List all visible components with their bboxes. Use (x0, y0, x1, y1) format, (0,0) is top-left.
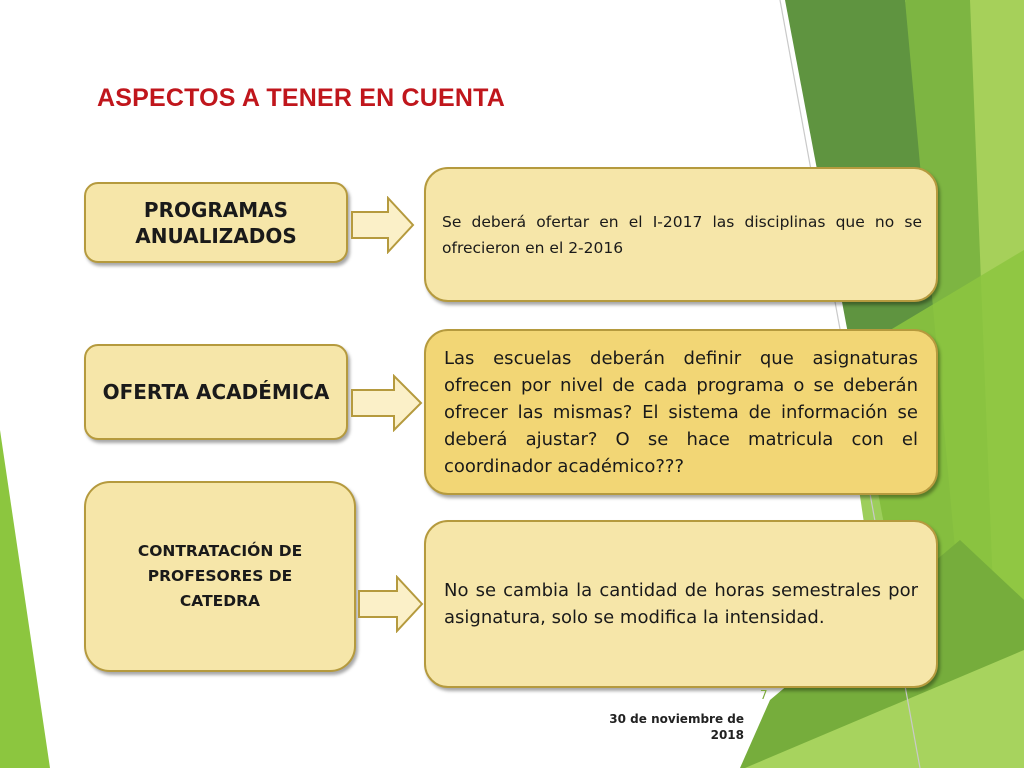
label-box-contratacion (84, 481, 356, 672)
date-line-2: 2018 (710, 728, 744, 742)
left-green-facet (0, 430, 50, 768)
description-box-oferta (424, 329, 938, 495)
arrow-right-icon (350, 196, 416, 254)
label-text-oferta: OFERTA ACADÉMICA (102, 380, 330, 404)
slide-title: ASPECTOS A TENER EN CUENTA (97, 84, 506, 112)
label-text-programas: PROGRAMAS ANUALIZADOS (135, 197, 297, 248)
label-box-programas (84, 182, 348, 263)
date-line-1: 30 de noviembre de (609, 712, 744, 726)
description-text-oferta: Las escuelas deberán definir que asignaturas ofrecen por nivel de cada programa o se deberán ofrecer las mismas? El sistema de información se deberá ajustar? O se hace matricula con el coordinador académico??? (444, 347, 918, 477)
description-box-programas (424, 167, 938, 302)
label-box-oferta (84, 344, 348, 440)
label-text-contratacion: CONTRATACIÓN DE PROFESORES DE CATEDRA (137, 542, 303, 610)
description-text-contratacion: No se cambia la cantidad de horas semestrales por asignatura, solo se modifica la intensidad. (444, 580, 918, 628)
footer-date (600, 711, 744, 743)
description-box-contratacion (424, 520, 938, 688)
arrow-right-icon (357, 575, 425, 633)
page-number: 7 (760, 688, 768, 702)
arrow-right-icon (350, 374, 424, 432)
description-text-programas: Se deberá ofertar en el I-2017 las disciplinas que no se ofrecieron en el 2-2016 (442, 212, 922, 257)
